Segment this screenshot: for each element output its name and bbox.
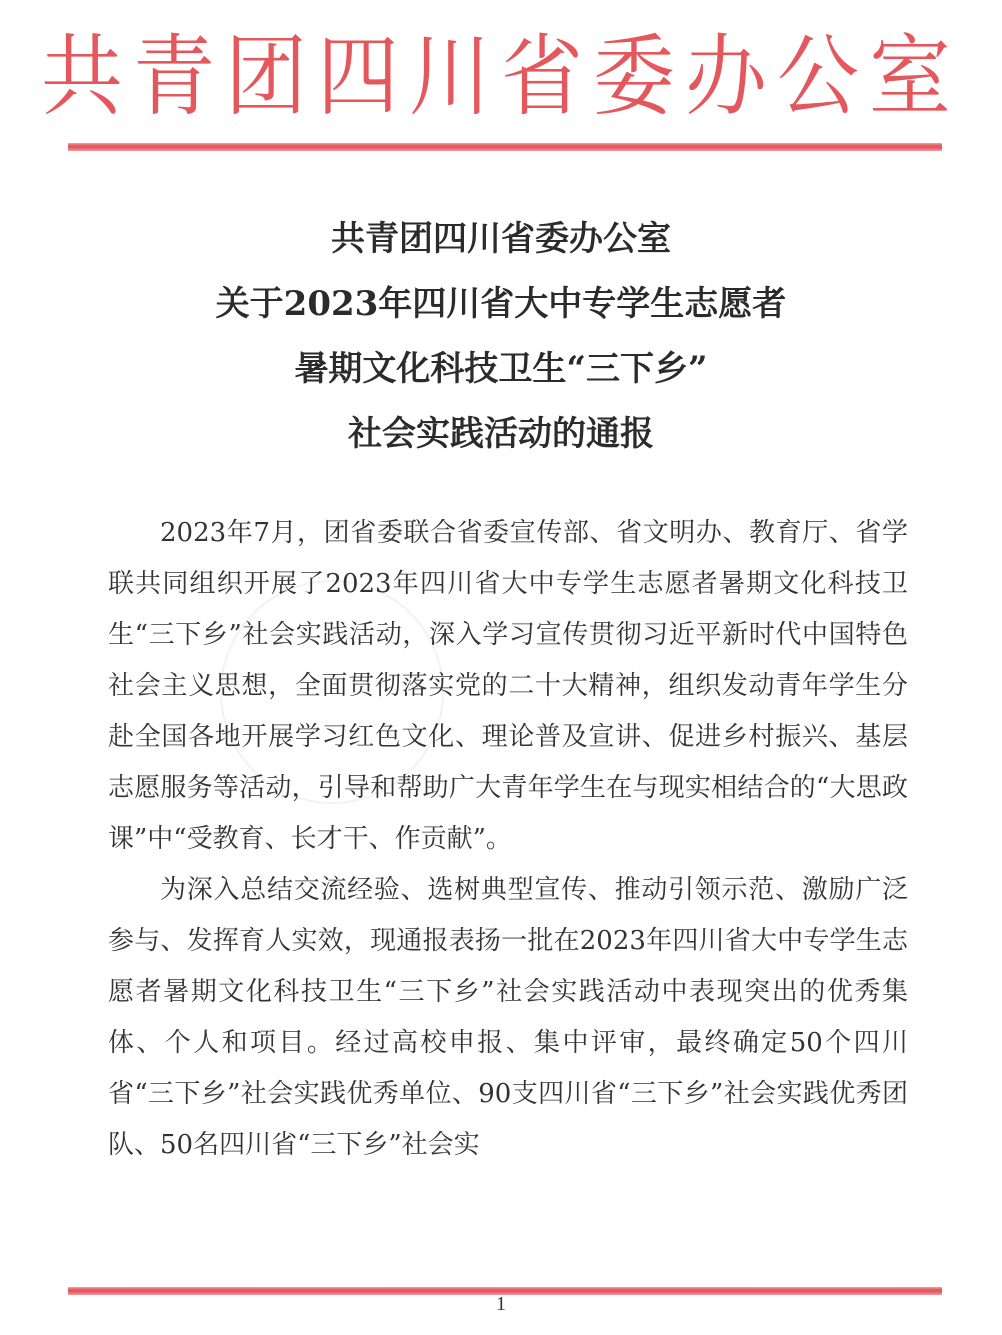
body-paragraph-2: 为深入总结交流经验、选树典型宣传、推动引领示范、激励广泛参与、发挥育人实效，现通报表扬一批在2023年四川省大中专学生志愿者暑期文化科技卫生“三下乡”社会实践活动中表现突出的优秀集体、个人和项目。经过高校申报、集中评审，最终确定50个四川省“三下乡”社会实践优秀单位、90支四川省“三下乡”社会实践优秀团队、50名四川省“三下乡”社会实 [108,875,908,1160]
body-paragraph-1: 2023年7月，团省委联合省委宣传部、省文明办、教育厅、省学联共同组织开展了2023年四川省大中专学生志愿者暑期文化科技卫生“三下乡”社会实践活动，深入学习宣传贯彻习近平新时代中国特色社会主义思想，全面贯彻落实党的二十大精神，组织发动青年学生分赴全国各地开展学习红色文化、理论普及宣讲、促进乡村振兴、基层志愿服务等活动，引导和帮助广大青年学生在与现实相结合的“大思政课”中“受教育、长才干、作贡献”。 [108,518,908,854]
title-line-4: 社会实践活动的通报 [348,414,654,454]
title-line-2: 关于2023年四川省大中专学生志愿者 [215,284,787,324]
document-body [108,508,908,1171]
title-line-3: 暑期文化科技卫生“三下乡” [294,349,708,389]
letterhead-red-rule [68,143,942,151]
title-line-1: 共青团四川省委办公室 [331,219,671,259]
page-number: 1 [496,1293,506,1315]
document-title [0,207,1002,467]
letterhead-org-name: 共青团四川省委办公室 [40,26,961,129]
